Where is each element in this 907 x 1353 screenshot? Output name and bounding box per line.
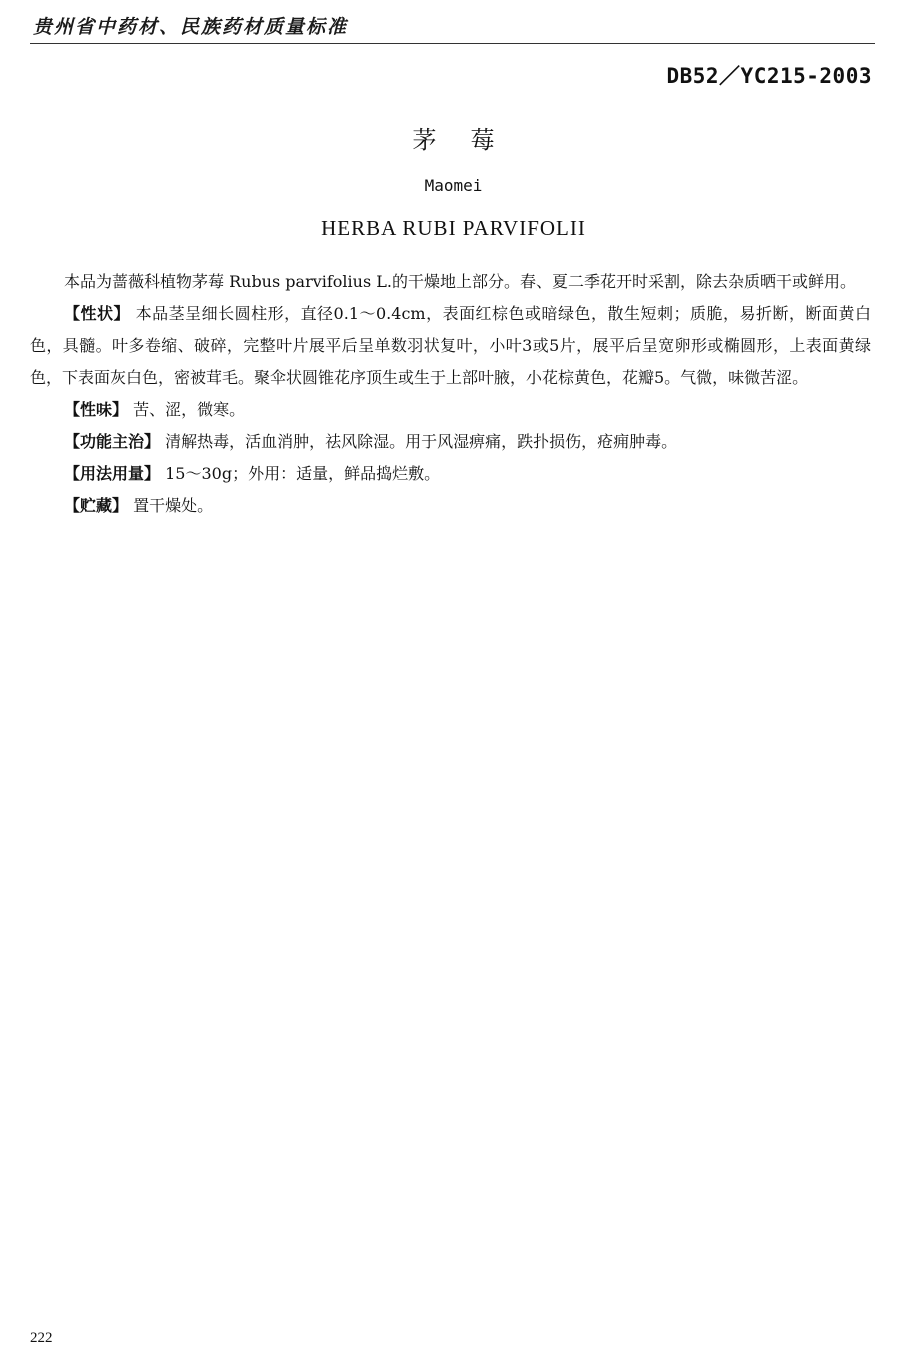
section-label: 【性状】 [64,304,130,323]
section-storage [30,490,871,522]
section-text: 15～30g；外用：适量，鲜品捣烂敷。 [165,464,441,483]
title-pinyin: Maomei [424,176,483,195]
section-label: 【性味】 [64,400,129,419]
section-functions [30,426,871,458]
section-text: 清解热毒，活血消肿，祛风除湿。用于风湿痹痛，跌扑损伤，疮痈肿毒。 [165,432,678,451]
running-header: 贵州省中药材、民族药材质量标准 [33,16,349,38]
monograph-body [30,266,871,522]
section-label: 【用法用量】 [64,464,161,483]
section-text: 本品茎呈细长圆柱形，直径0.1～0.4cm，表面红棕色或暗绿色，散生短刺；质脆，易折断，断面黄白色，具髓。叶多卷缩、破碎，完整叶片展平后呈单数羽状复叶，小叶3或5片，展平后呈宽卵形或椭圆形，上表面黄绿色，下表面灰白色，密被茸毛。聚伞状圆锥花序顶生或生于上部叶腋，小花棕黄色，花瓣5。气微，味微苦涩。 [30,304,871,387]
title-chinese: 茅莓 [412,126,529,154]
section-label: 【功能主治】 [64,432,161,451]
header-divider [30,43,875,44]
section-dosage [30,458,871,490]
section-text: 苦、涩，微寒。 [133,400,246,419]
section-text: 置干燥处。 [133,496,214,515]
title-latin: HERBA RUBI PARVIFOLII [321,216,586,240]
section-label: 【贮藏】 [64,496,129,515]
standard-code: DB52／YC215-2003 [666,64,872,88]
intro-paragraph: 本品为蔷薇科植物茅莓 Rubus parvifolius L.的干燥地上部分。春、夏二季花开时采割，除去杂质晒干或鲜用。 [64,272,856,291]
section-description [30,298,871,394]
section-nature-flavor [30,394,871,426]
page-number: 222 [30,1330,53,1346]
